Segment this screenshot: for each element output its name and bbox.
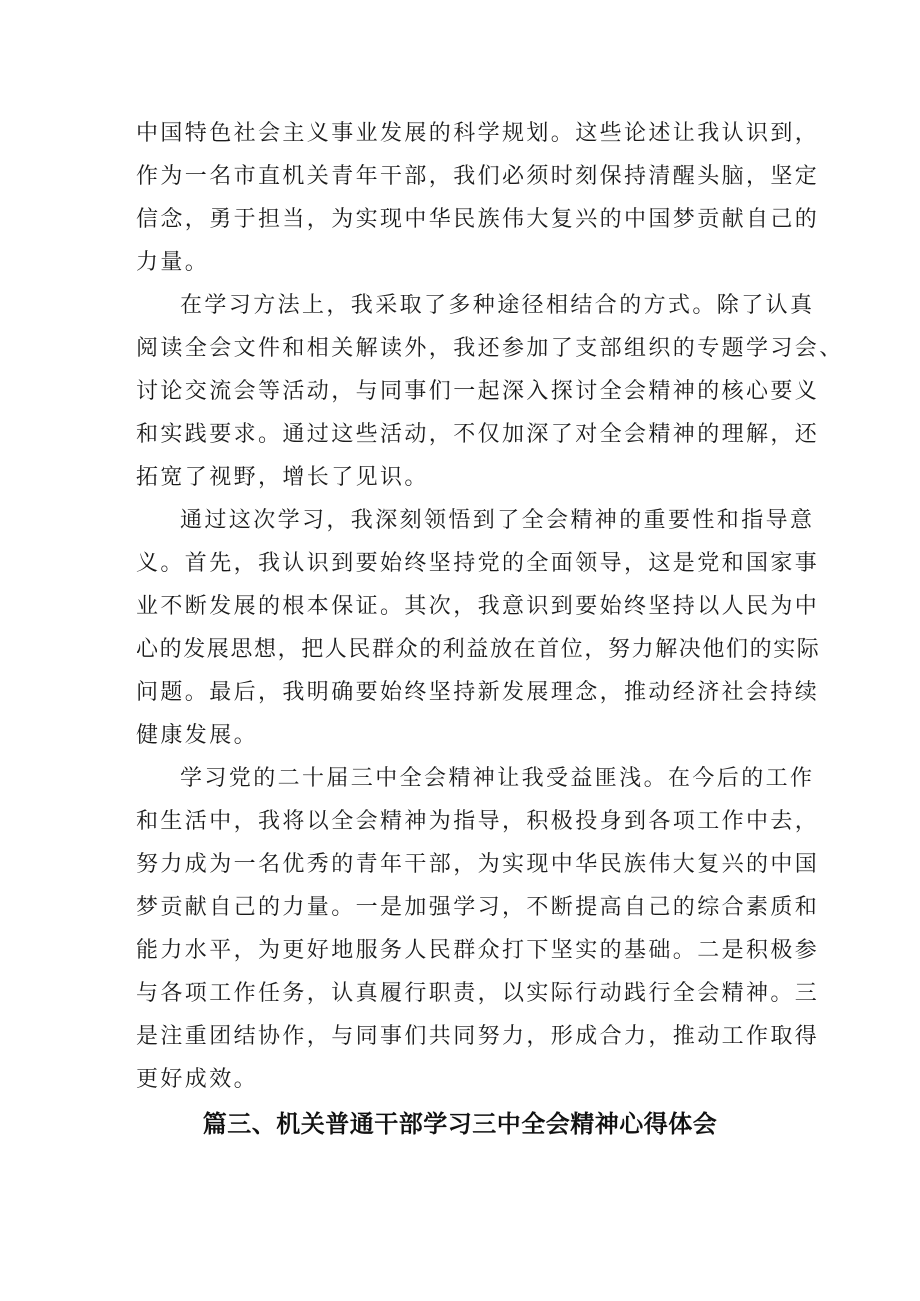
paragraph-2-line-4: 和实践要求。通过这些活动，不仅加深了对全会精神的理解，还 bbox=[136, 422, 820, 447]
paragraph-1-line-1: 中国特色社会主义事业发展的科学规划。这些论述让我认识到， bbox=[136, 121, 820, 146]
paragraph-2-line-2: 阅读全会文件和相关解读外，我还参加了支部组织的专题学习会、 bbox=[136, 336, 844, 361]
paragraph-1-line-4: 力量。 bbox=[136, 250, 210, 275]
paragraph-2-line-1: 在学习方法上，我采取了多种途径相结合的方式。除了认真 bbox=[180, 293, 815, 318]
paragraph-3-line-1: 通过这次学习，我深刻领悟到了全会精神的重要性和指导意 bbox=[180, 508, 815, 533]
paragraph-4-line-7: 是注重团结协作，与同事们共同努力，形成合力，推动工作取得 bbox=[136, 1024, 820, 1049]
paragraph-2-line-3: 讨论交流会等活动，与同事们一起深入探讨全会精神的核心要义 bbox=[136, 379, 820, 404]
paragraph-4-line-8: 更好成效。 bbox=[136, 1067, 259, 1092]
paragraph-2-line-5: 拓宽了视野，增长了见识。 bbox=[136, 465, 429, 490]
paragraph-3-line-6: 健康发展。 bbox=[136, 723, 259, 748]
paragraph-3-line-4: 心的发展思想，把人民群众的利益放在首位，努力解决他们的实际 bbox=[136, 637, 821, 662]
paragraph-4-line-1: 学习党的二十届三中全会精神让我受益匪浅。在今后的工作 bbox=[180, 766, 815, 791]
paragraph-4-line-2: 和生活中，我将以全会精神为指导，积极投身到各项工作中去， bbox=[136, 809, 820, 834]
paragraph-3-line-2: 义。首先，我认识到要始终坚持党的全面领导，这是党和国家事 bbox=[136, 551, 820, 576]
paragraph-3-line-5: 问题。最后，我明确要始终坚持新发展理念，推动经济社会持续 bbox=[136, 680, 820, 705]
paragraph-1-line-2: 作为一名市直机关青年干部，我们必须时刻保持清醒头脑，坚定 bbox=[136, 164, 820, 189]
paragraph-4-line-6: 与各项工作任务，认真履行职责，以实际行动践行全会精神。三 bbox=[136, 981, 820, 1006]
paragraph-4-line-3: 努力成为一名优秀的青年干部，为实现中华民族伟大复兴的中国 bbox=[136, 852, 820, 877]
paragraph-3-line-3: 业不断发展的根本保证。其次，我意识到要始终坚持以人民为中 bbox=[136, 594, 820, 619]
paragraph-4-line-5: 能力水平，为更好地服务人民群众打下坚实的基础。二是积极参 bbox=[136, 938, 820, 963]
paragraph-4-line-4: 梦贡献自己的力量。一是加强学习，不断提高自己的综合素质和 bbox=[136, 895, 820, 920]
paragraph-1-line-3: 信念，勇于担当，为实现中华民族伟大复兴的中国梦贡献自己的 bbox=[136, 207, 820, 232]
section-heading: 篇三、机关普通干部学习三中全会精神心得体会 bbox=[202, 1110, 718, 1138]
